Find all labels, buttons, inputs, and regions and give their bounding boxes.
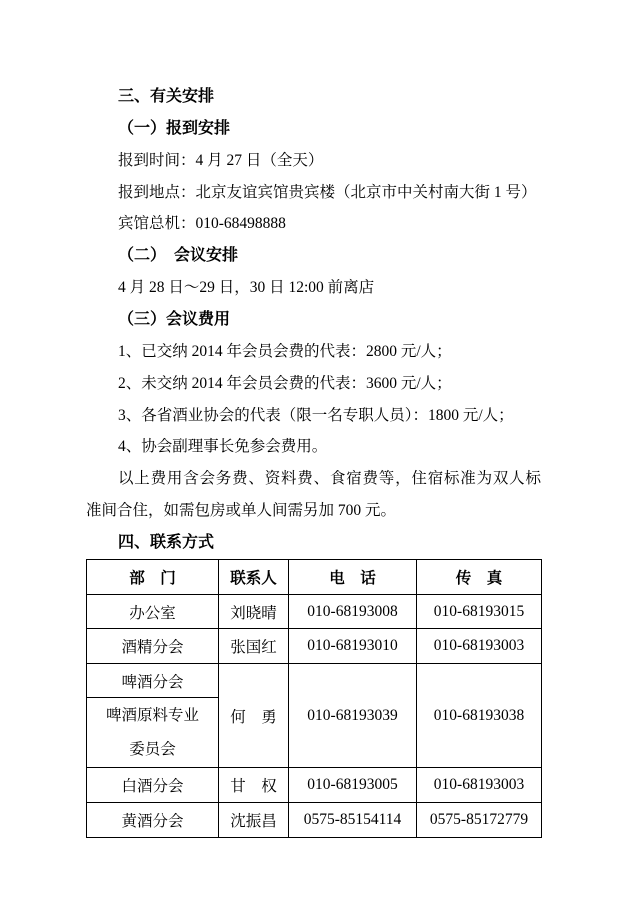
phone-cell: 010-68193008 [289, 595, 417, 629]
fax-cell: 0575-85172779 [417, 803, 542, 838]
header-fax: 传 真 [417, 560, 542, 595]
fax-cell: 010-68193015 [417, 595, 542, 629]
dept-cell: 黄酒分会 [87, 803, 219, 838]
contact-table [86, 559, 542, 838]
contact-cell: 刘晓晴 [219, 595, 289, 629]
fee-note-line: 以上费用含会务费、资料费、食宿费等，住宿标准为双人标 [118, 470, 541, 488]
table-row [87, 768, 542, 803]
header-contact: 联系人 [219, 560, 289, 595]
fee-item: 1、已交纳 2014 年会员会费的代表：2800 元/人； [118, 342, 452, 360]
fee-note-line: 准间合住，如需包房或单人间需另加 700 元。 [86, 502, 397, 520]
dept-cell: 办公室 [87, 595, 219, 629]
fee-item: 3、各省酒业协会的代表（限一名专职人员）：1800 元/人； [118, 406, 514, 424]
meeting-schedule: 4 月 28 日～29 日，30 日 12:00 前离店 [118, 279, 375, 297]
header-phone: 电 话 [289, 560, 417, 595]
dept-cell-line: 委员会 [129, 740, 176, 758]
phone-cell: 010-68193005 [289, 768, 417, 803]
section-heading-arrangements: 三、有关安排 [118, 88, 215, 105]
phone-cell: 010-68193010 [289, 629, 417, 664]
contact-cell: 甘 权 [219, 768, 289, 803]
dept-cell: 酒精分会 [87, 629, 219, 664]
header-dept: 部 门 [87, 560, 219, 595]
hotel-phone: 宾馆总机：010-68498888 [118, 215, 286, 233]
table-row [87, 664, 542, 698]
registration-place: 报到地点：北京友谊宾馆贵宾楼（北京市中关村南大街 1 号） [118, 183, 537, 201]
subsection-title-registration: （一）报到安排 [118, 119, 231, 137]
dept-cell: 啤酒分会 [87, 664, 219, 698]
phone-cell: 0575-85154114 [289, 803, 417, 838]
subsection-title-meeting: （二） 会议安排 [118, 247, 239, 265]
fee-item: 2、未交纳 2014 年会员会费的代表：3600 元/人； [118, 374, 452, 392]
contact-cell: 沈振昌 [219, 803, 289, 838]
section-heading-contacts: 四、联系方式 [118, 534, 215, 552]
table-header-row [87, 560, 542, 595]
contact-cell: 张国红 [219, 629, 289, 664]
contact-cell: 何 勇 [219, 664, 289, 768]
fax-cell: 010-68193003 [417, 768, 542, 803]
phone-cell: 010-68193039 [289, 664, 417, 768]
dept-cell [87, 698, 219, 768]
fax-cell: 010-68193038 [417, 664, 542, 768]
document-body [86, 81, 541, 559]
table-row [87, 629, 542, 664]
table-row [87, 595, 542, 629]
subsection-title-fees: （三）会议费用 [118, 311, 231, 329]
fax-cell: 010-68193003 [417, 629, 542, 664]
fee-item: 4、协会副理事长免参会费用。 [118, 438, 328, 456]
table-row [87, 803, 542, 838]
dept-cell-line: 啤酒原料专业 [105, 706, 199, 724]
dept-cell: 白酒分会 [87, 768, 219, 803]
registration-time: 报到时间：4 月 27 日（全天） [118, 151, 324, 169]
